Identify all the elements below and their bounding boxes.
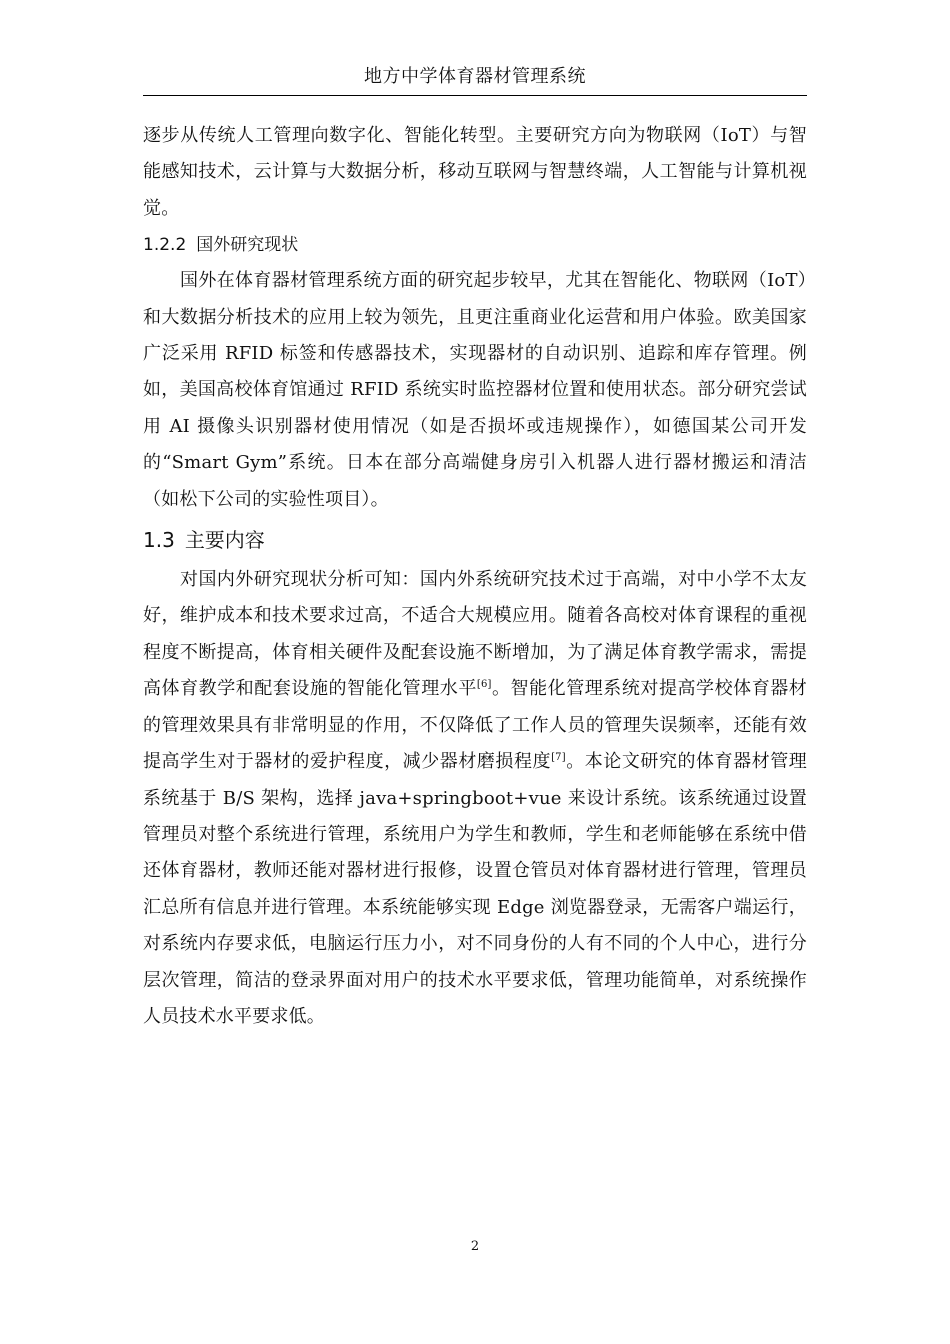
header-rule: [143, 95, 807, 96]
paragraph-continued: 逐步从传统人工管理向数字化、智能化转型。主要研究方向为物联网（IoT）与智能感知技术，云计算与大数据分析，移动互联网与智慧终端，人工智能与计算机视觉。: [143, 125, 807, 219]
paragraph-text-part-1: 对国内外研究现状分析可知：国内外系统研究技术过于高端，对中小学不太友好，维护成本和技术要求过高，不适合大规模应用。随着各高校对体育课程的重视程度不断提高，体育相关硬件及配套设施不断增加，为了满足体育教学需求，需提高体育教学和配套设施的智能化管理水平: [143, 569, 807, 700]
subsection-number: 1.2.2: [143, 235, 187, 256]
page-number: 2: [470, 1239, 480, 1254]
section-number: 1.3: [143, 528, 175, 553]
section-heading: [143, 520, 807, 560]
section-title: 主要内容: [184, 528, 265, 553]
subsection-heading: [143, 227, 807, 263]
running-header: 地方中学体育器材管理系统: [364, 66, 586, 87]
subsection-title: 国外研究现状: [196, 235, 299, 256]
paragraph-text-part-2: 。智能化管理系统对提高学校体育器材的管理效果具有非常明显的作用，不仅降低了工作人员的管理失误频率，还能有效提高学生对于器材的爱护程度，减少器材磨损程度: [143, 678, 807, 773]
paragraph-foreign-research: 国外在体育器材管理系统方面的研究起步较早，尤其在智能化、物联网（IoT）和大数据分析技术的应用上较为领先，且更注重商业化运营和用户体验。欧美国家广泛采用 RFID 标签和传感器技术，实现器材的自动识别、追踪和库存管理。例如，美国高校体育馆通过 RFID 系统实时监控器材位置和使用状态。部分研究尝试用 AI 摄像头识别器材使用情况（如是否损坏或违规操作），如德国某公司开发的“Smart Gym”系统。日本在部分高端健身房引入机器人进行器材搬运和清洁（如松下公司的实验性项目）。: [143, 270, 807, 510]
citation-7: [7]: [551, 752, 566, 764]
paragraph-text-part-3: 。本论文研究的体育器材管理系统基于 B/S 架构，选择 java+springboot+vue 来设计系统。该系统通过设置管理员对整个系统进行管理，系统用户为学生和教师，学生和老师能够在系统中借还体育器材，教师还能对器材进行报修，设置仓管员对体育器材进行管理，管理员汇总所有信息并进行管理。本系统能够实现 Edge 浏览器登录，无需客户端运行，对系统内存要求低，电脑运行压力小，对不同身份的人有不同的个人中心，进行分层次管理，简洁的登录界面对用户的技术水平要求低，管理功能简单，对系统操作人员技术水平要求低。: [143, 751, 807, 1027]
citation-6: [6]: [476, 679, 492, 691]
paragraph-main-content: [143, 562, 807, 1035]
page-body: [143, 118, 807, 1035]
